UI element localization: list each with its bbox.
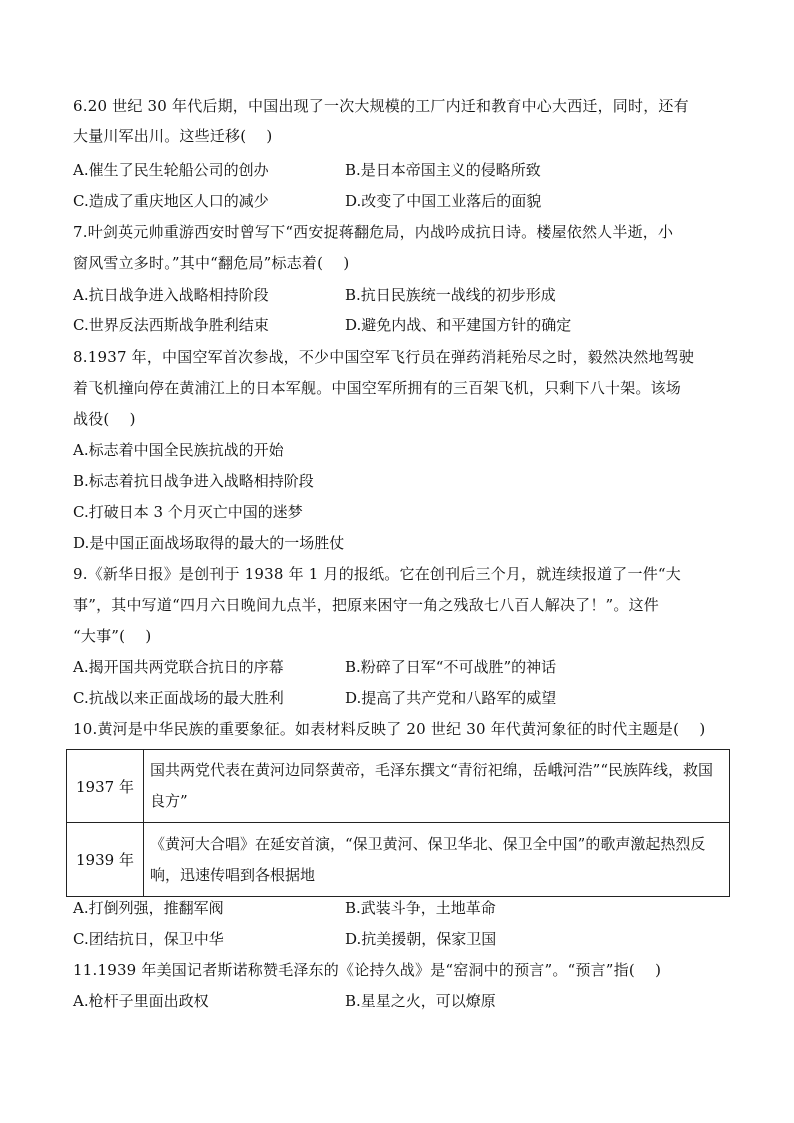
question-9-stem-line-1: 9.《新华日报》是创刊于 1938 年 1 月的报纸。它在创刊后三个月，就连续报道了一件“大 <box>73 565 681 583</box>
question-9-option-d: D.提高了共产党和八路军的威望 <box>345 689 557 707</box>
table-content-cell: 《黄河大合唱》在延安首演，“保卫黄河、保卫华北、保卫全中国”的歌声激起热烈反响，迅速传唱到各根据地 <box>144 823 730 897</box>
question-10-material-table <box>66 749 730 897</box>
question-6-stem-line-1: 6.20 世纪 30 年代后期，中国出现了一次大规模的工厂内迁和教育中心大西迁，同时，还有 <box>73 97 689 115</box>
question-7-stem-line-2: 窗风雪立多时。”其中“翻危局”标志着( ) <box>73 254 350 272</box>
question-6-option-d: D.改变了中国工业落后的面貌 <box>345 192 542 210</box>
question-11-option-a: A.枪杆子里面出政权 <box>73 992 209 1010</box>
question-9-option-b: B.粉碎了日军“不可战胜”的神话 <box>345 658 557 676</box>
question-7-option-a: A.抗日战争进入战略相持阶段 <box>73 286 269 304</box>
question-11-stem-line-1: 11.1939 年美国记者斯诺称赞毛泽东的《论持久战》是“窑洞中的预言”。“预言”指( ) <box>73 961 662 979</box>
question-10-option-a: A.打倒列强，推翻军阀 <box>73 899 224 917</box>
question-8-stem-line-3: 战役( ) <box>73 410 136 428</box>
question-9-option-c: C.抗战以来正面战场的最大胜利 <box>73 689 284 707</box>
question-9-stem-line-3: “大事”( ) <box>73 627 152 645</box>
question-8-stem-line-1: 8.1937 年，中国空军首次参战，不少中国空军飞行员在弹药消耗殆尽之时，毅然决然地驾驶 <box>73 348 695 366</box>
question-8-stem-line-2: 着飞机撞向停在黄浦江上的日本军舰。中国空军所拥有的三百架飞机，只剩下八十架。该场 <box>73 379 682 397</box>
question-10-option-d: D.抗美援朝，保家卫国 <box>345 930 497 948</box>
question-9-stem-line-2: 事”，其中写道“四月六日晚间九点半，把原来困守一角之残敌七八百人解决了！”。这件 <box>73 596 660 614</box>
question-8-option-a: A.标志着中国全民族抗战的开始 <box>73 441 284 459</box>
question-9-option-a: A.揭开国共两党联合抗日的序幕 <box>73 658 284 676</box>
question-6-option-b: B.是日本帝国主义的侵略所致 <box>345 161 541 179</box>
question-7-option-b: B.抗日民族统一战线的初步形成 <box>345 286 556 304</box>
table-year-cell: 1937 年 <box>67 750 144 823</box>
question-10-stem-line-1: 10.黄河是中华民族的重要象征。如表材料反映了 20 世纪 30 年代黄河象征的时代主题是( ) <box>73 720 706 738</box>
table-row <box>67 750 730 823</box>
question-8-option-d: D.是中国正面战场取得的最大的一场胜仗 <box>73 534 345 552</box>
question-7-option-d: D.避免内战、和平建国方针的确定 <box>345 316 572 334</box>
question-8-option-c: C.打破日本 3 个月灭亡中国的迷梦 <box>73 503 303 521</box>
question-7-option-c: C.世界反法西斯战争胜利结束 <box>73 316 269 334</box>
table-row <box>67 823 730 897</box>
question-10-option-b: B.武装斗争，土地革命 <box>345 899 496 917</box>
table-year-cell: 1939 年 <box>67 823 144 897</box>
question-6-option-c: C.造成了重庆地区人口的减少 <box>73 192 269 210</box>
question-11-option-b: B.星星之火，可以燎原 <box>345 992 496 1010</box>
question-6-option-a: A.催生了民生轮船公司的创办 <box>73 161 269 179</box>
question-10-option-c: C.团结抗日，保卫中华 <box>73 930 224 948</box>
question-6-stem-line-2: 大量川军出川。这些迁移( ) <box>73 127 273 145</box>
question-7-stem-line-1: 7.叶剑英元帅重游西安时曾写下“西安捉蒋翻危局，内战吟成抗日诗。楼屋依然人半逝，小 <box>73 223 674 241</box>
table-content-cell: 国共两党代表在黄河边同祭黄帝，毛泽东撰文“青衍祀绵，岳峨河浩”“民族阵线，救国良方” <box>144 750 730 823</box>
question-8-option-b: B.标志着抗日战争进入战略相持阶段 <box>73 472 314 490</box>
